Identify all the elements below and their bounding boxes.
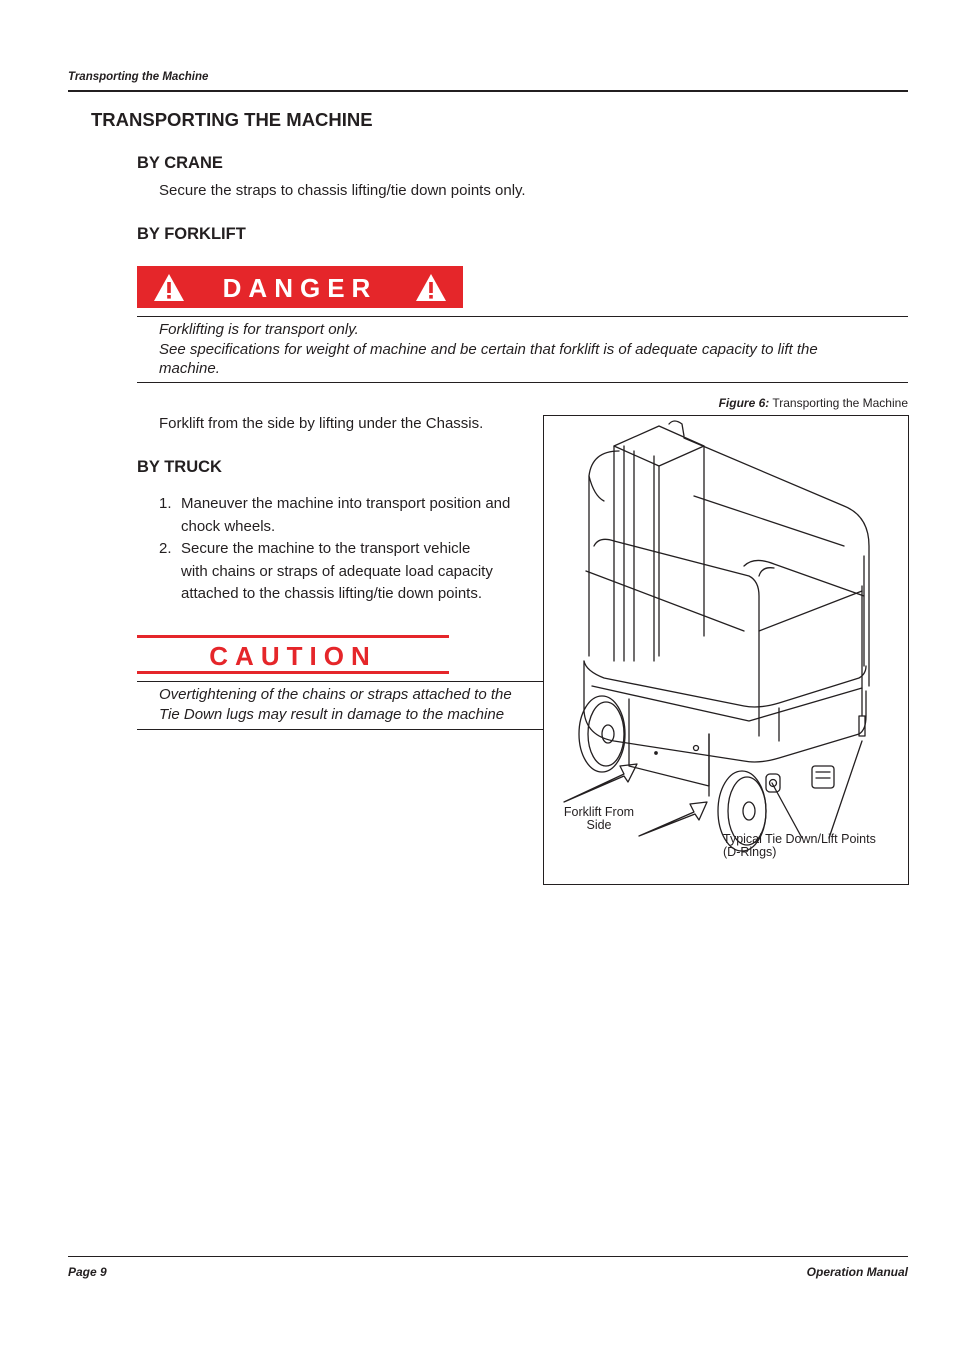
list-item <box>159 538 544 606</box>
figure-frame <box>543 415 909 885</box>
caution-line: Tie Down lugs may result in damage to the machine <box>159 705 505 723</box>
footer-rule <box>68 1256 908 1257</box>
tiedown-label-line: (D-Rings) <box>723 845 777 859</box>
caution-bar-top <box>137 635 449 638</box>
figure-caption <box>719 396 908 410</box>
caution-rule-bottom <box>137 729 544 730</box>
danger-line: See specifications for weight of machine and be certain that forklift is of adequate capacity to lift the <box>159 340 818 358</box>
step-number: 1. <box>159 495 172 512</box>
figure-caption-text: Transporting the Machine <box>769 396 908 410</box>
tiedown-label-line: Typical Tie Down/Lift Points <box>723 832 876 846</box>
crane-heading: BY CRANE <box>137 154 223 172</box>
step-line: Maneuver the machine into transport position and <box>181 495 511 512</box>
running-header: Transporting the Machine <box>68 71 209 83</box>
caution-bar-bottom <box>137 671 449 674</box>
danger-message <box>159 320 899 379</box>
header-rule <box>68 90 908 92</box>
danger-rule-top <box>137 316 908 317</box>
figure-caption-prefix: Figure 6: <box>718 396 770 410</box>
section-title: TRANSPORTING THE MACHINE <box>91 109 373 130</box>
forklift-label <box>562 806 636 832</box>
list-item <box>159 493 544 538</box>
caution-line: Overtightening of the chains or straps attached to the <box>159 686 512 703</box>
tiedown-label <box>723 833 876 859</box>
forklift-heading: BY FORKLIFT <box>137 225 246 243</box>
step-line: with chains or straps of adequate load capacity <box>181 562 493 580</box>
danger-line: Forklifting is for transport only. <box>159 321 359 338</box>
truck-steps <box>159 493 544 606</box>
step-line: Secure the machine to the transport vehicle <box>181 540 471 557</box>
danger-banner <box>137 266 463 308</box>
danger-line: machine. <box>159 360 220 377</box>
forklift-text: Forklift from the side by lifting under the Chassis. <box>159 415 484 432</box>
caution-rule-top <box>137 681 544 682</box>
crane-text: Secure the straps to chassis lifting/tie down points only. <box>159 182 526 199</box>
caution-label: CAUTION <box>209 641 377 671</box>
manual-name: Operation Manual <box>806 1265 908 1279</box>
forklift-label-line: Side <box>586 818 612 832</box>
page-number: Page 9 <box>68 1265 107 1279</box>
step-number: 2. <box>159 540 172 557</box>
caution-message <box>159 685 549 724</box>
truck-heading: BY TRUCK <box>137 458 222 476</box>
danger-label: DANGER <box>222 273 378 303</box>
step-line: attached to the chassis lifting/tie down points. <box>181 585 483 602</box>
step-line: chock wheels. <box>181 517 276 535</box>
forklift-label-line: Forklift From <box>563 805 635 819</box>
warning-triangle-icon <box>415 273 447 302</box>
danger-rule-bottom <box>137 382 908 383</box>
